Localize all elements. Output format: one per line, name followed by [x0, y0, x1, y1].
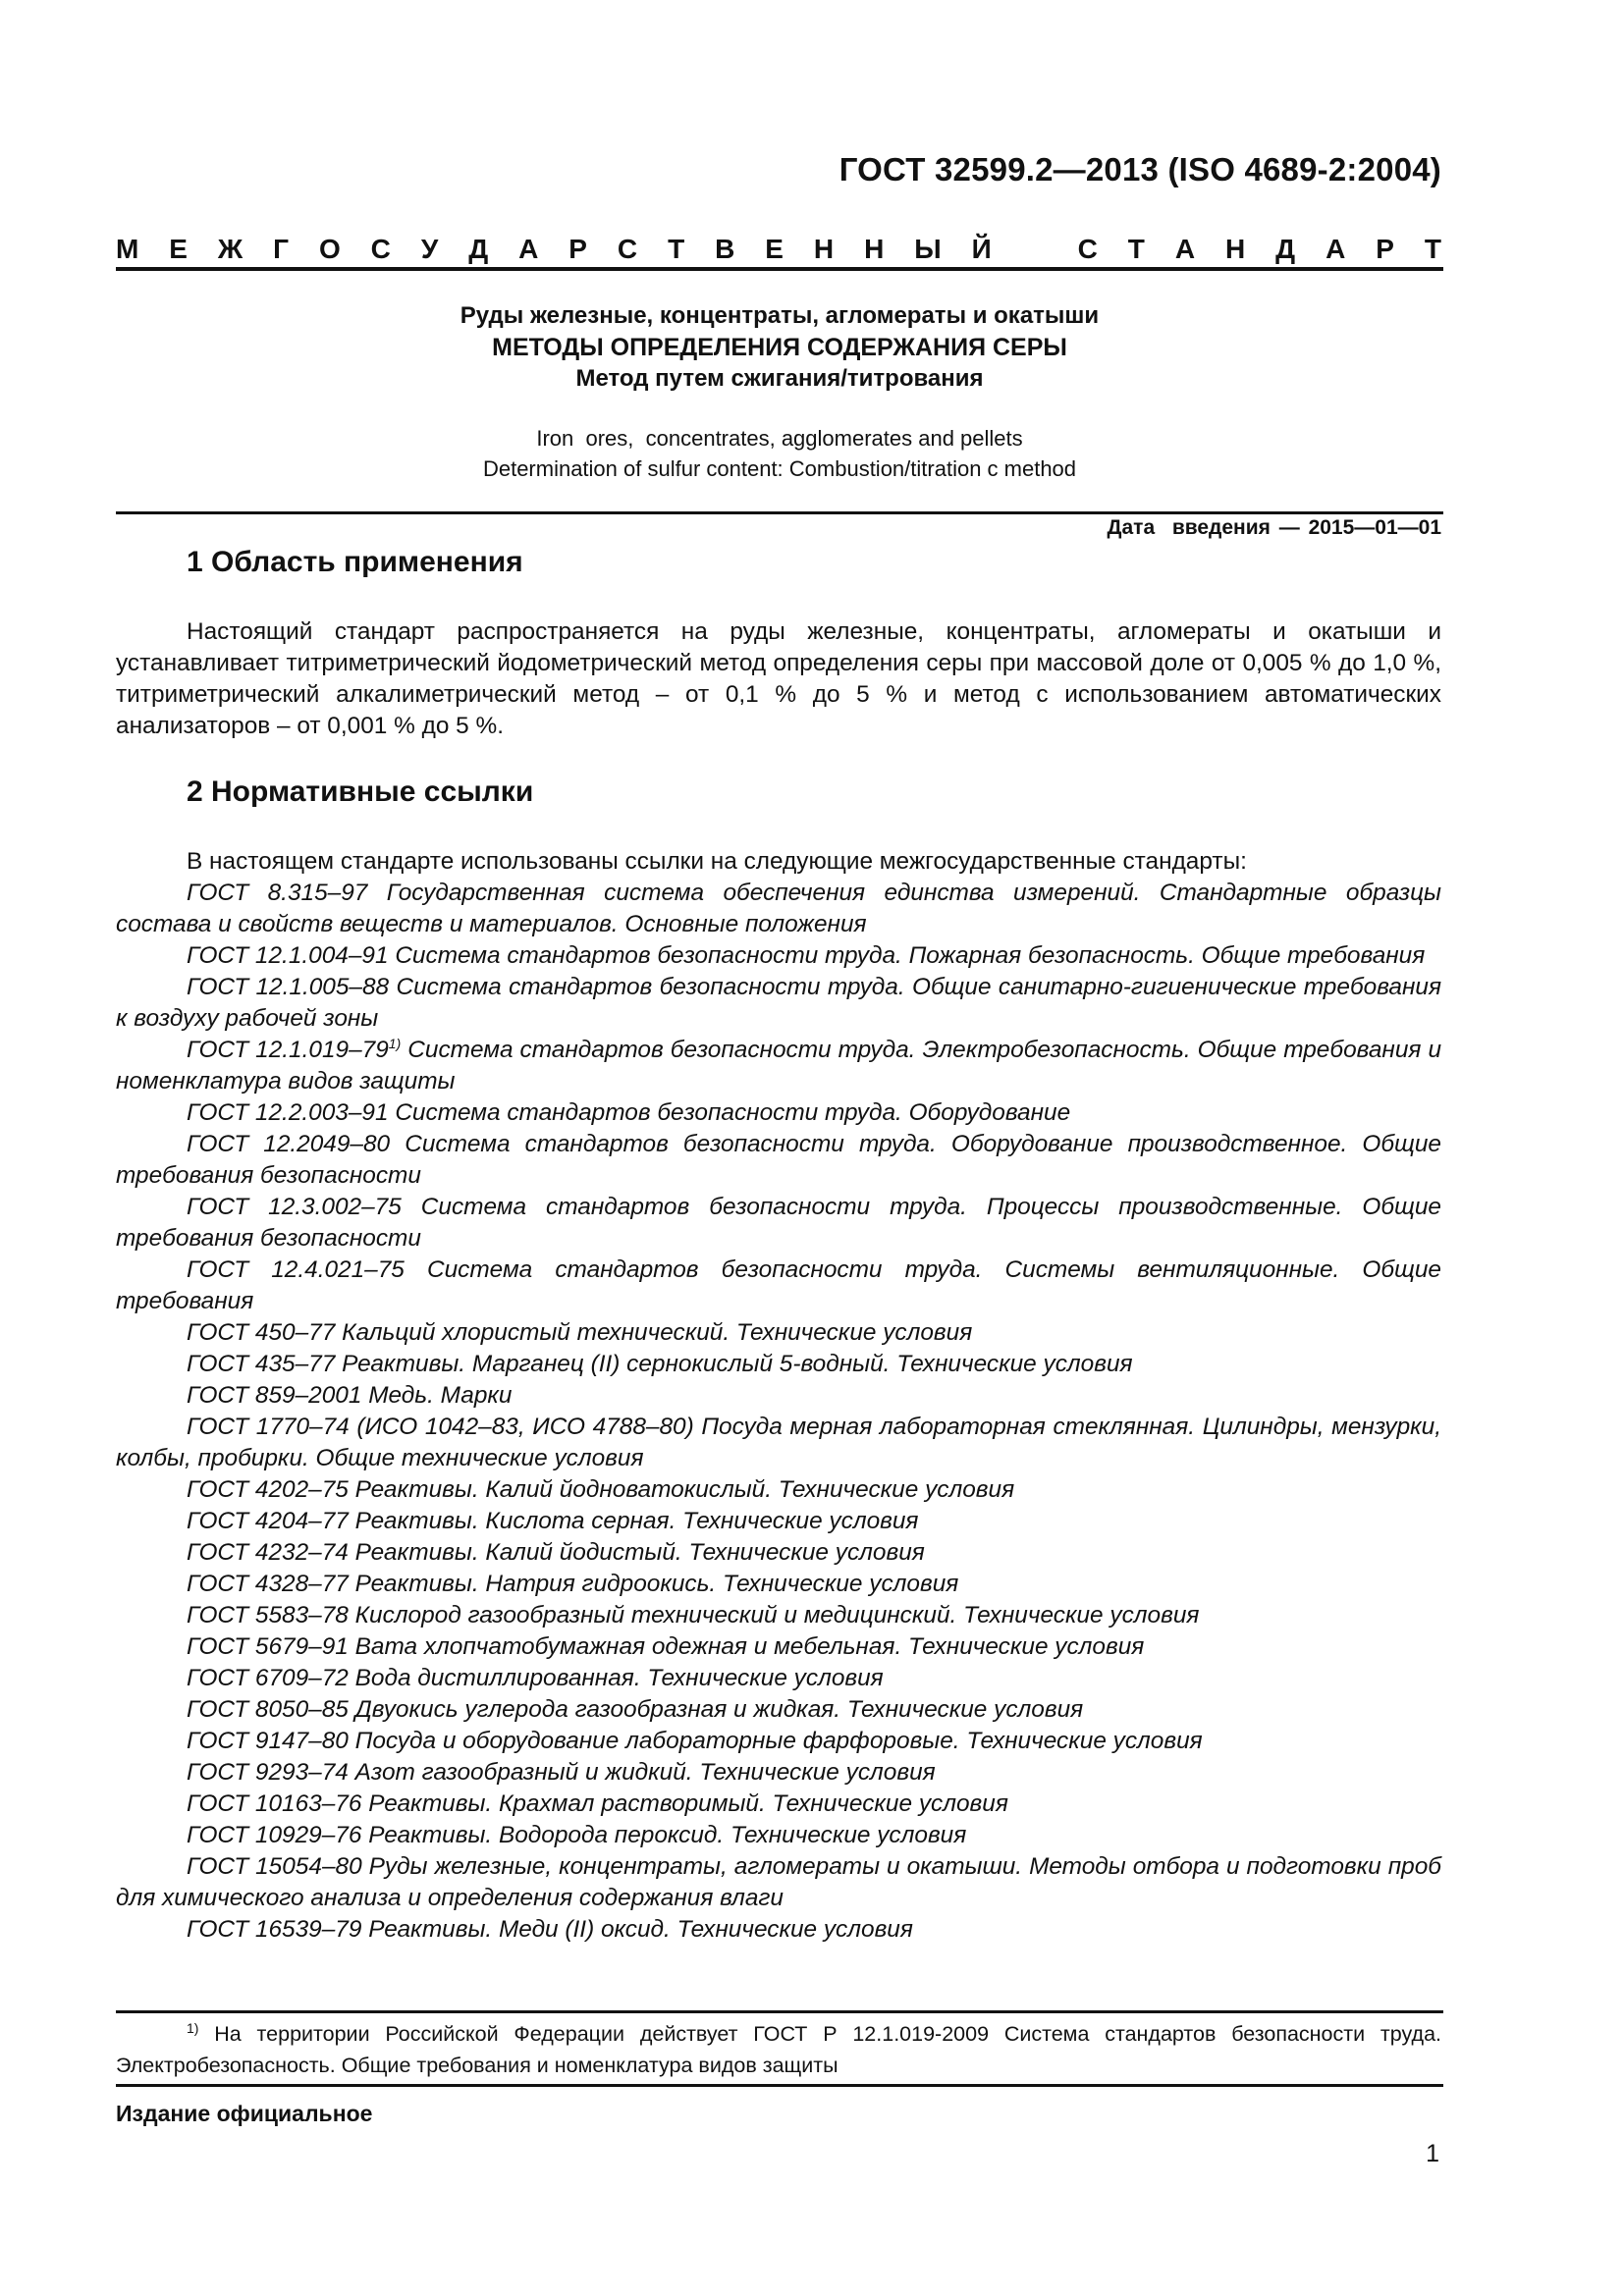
reference-item: ГОСТ 9293–74 Азот газообразный и жидкий. Технические условия — [187, 1759, 936, 1786]
banner-letter: А — [518, 234, 539, 264]
reference-code: ГОСТ 12.1.019–79 — [187, 1037, 389, 1063]
footnote-reference-marker: 1) — [388, 1036, 402, 1051]
scope-paragraph: Настоящий стандарт распространяется на руды железные, концентраты, агломераты и окатыши и устанавливает титриметрический йодометрический метод определения серы при массовой доле от 0,005 % до 1,0 %, титриметрический алкалиметрический метод – от 0,1 % до 5 % и метод с использованием автоматических анализаторов – от 0,001 % до 5 %. — [116, 618, 1441, 739]
banner-letter: Р — [1376, 234, 1394, 264]
reference-item: ГОСТ 4204–77 Реактивы. Кислота серная. Технические условия — [187, 1508, 919, 1534]
reference-item: ГОСТ 6709–72 Вода дистиллированная. Технические условия — [187, 1665, 884, 1691]
banner-letter: Д — [468, 234, 489, 264]
title-english-subject: Iron ores, concentrates, agglomerates and pellets — [536, 426, 1023, 451]
reference-item: ГОСТ 10929–76 Реактивы. Водорода пероксид. Технические условия — [187, 1822, 967, 1848]
reference-item: ГОСТ 9147–80 Посуда и оборудование лабораторные фарфоровые. Технические условия — [187, 1728, 1203, 1754]
reference-item: ГОСТ 859–2001 Медь. Марки — [187, 1382, 513, 1409]
reference-item: ГОСТ 5583–78 Кислород газообразный технический и медицинский. Технические условия — [187, 1602, 1200, 1629]
banner-letter: А — [1325, 234, 1346, 264]
header-rule — [116, 267, 1443, 271]
banner-letter: С — [617, 234, 638, 264]
reference-item — [116, 1035, 1441, 1097]
banner-letter: Н — [813, 234, 835, 264]
reference-item: ГОСТ 1770–74 (ИСО 1042–83, ИСО 4788–80) Посуда мерная лабораторная стеклянная. Цилиндры, мензурки, колбы, пробирки. Общие технические условия — [116, 1414, 1441, 1471]
banner-letter: В — [715, 234, 735, 264]
banner-letter: Е — [169, 234, 188, 264]
reference-item: ГОСТ 10163–76 Реактивы. Крахмал растворимый. Технические условия — [187, 1790, 1008, 1817]
title-english-method: Determination of sulfur content: Combustion/titration c method — [482, 456, 1077, 481]
footnote-marker: 1) — [187, 2020, 199, 2036]
reference-title: Система стандартов безопасности труда. Электробезопасность. Общие требования и номенклатура видов защиты — [116, 1037, 1442, 1095]
reference-item: ГОСТ 4328–77 Реактивы. Натрия гидроокись. Технические условия — [187, 1571, 959, 1597]
banner-letter: С — [1077, 234, 1098, 264]
reference-item: ГОСТ 5679–91 Вата хлопчатобумажная одежная и мебельная. Технические условия — [187, 1633, 1145, 1660]
section-1-heading: 1 Область применения — [187, 546, 523, 578]
banner-letter: Н — [1225, 234, 1246, 264]
banner-letter: С — [370, 234, 391, 264]
reference-item: ГОСТ 12.4.021–75 Система стандартов безопасности труда. Системы вентиляционные. Общие требования — [116, 1256, 1441, 1314]
page-number: 1 — [1426, 2140, 1439, 2167]
banner-letter: М — [116, 234, 139, 264]
reference-item: ГОСТ 12.2.003–91 Система стандартов безопасности труда. Оборудование — [187, 1099, 1071, 1126]
banner-letter: У — [420, 234, 439, 264]
banner-letter: Й — [971, 234, 992, 264]
reference-item: ГОСТ 8050–85 Двуокись углерода газообразная и жидкая. Технические условия — [187, 1696, 1084, 1723]
reference-item: ГОСТ 15054–80 Руды железные, концентраты, агломераты и окатыши. Методы отбора и подготовки проб для химического анализа и определения содержания влаги — [116, 1853, 1441, 1911]
banner-letter: Д — [1275, 234, 1296, 264]
reference-item: ГОСТ 4202–75 Реактивы. Калий йодноватокислый. Технические условия — [187, 1476, 1015, 1503]
banner-letter: Ы — [914, 234, 942, 264]
reference-item: ГОСТ 12.2049–80 Система стандартов безопасности труда. Оборудование производственное. Общие требования безопасности — [116, 1131, 1441, 1189]
banner-letter: Ж — [217, 234, 243, 264]
banner-letter: О — [318, 234, 341, 264]
normative-references-list — [116, 878, 1441, 1946]
title-method: Метод путем сжигания/титрования — [575, 365, 984, 392]
reference-item: ГОСТ 16539–79 Реактивы. Меди (II) оксид. Технические условия — [187, 1916, 913, 1943]
title-rule — [116, 511, 1443, 514]
banner-letter: Т — [668, 234, 685, 264]
banner-letter: Т — [1424, 234, 1441, 264]
footer-rule — [116, 2084, 1443, 2087]
footnote-text: На территории Российской Федерации действует ГОСТ Р 12.1.019-2009 Система стандартов безопасности труда. Электробезопасность. Общие требования и номенклатура видов защиты — [116, 2022, 1441, 2077]
banner-letter: Р — [568, 234, 587, 264]
banner-letter: А — [1174, 234, 1196, 264]
reference-item: ГОСТ 8.315–97 Государственная система обеспечения единства измерений. Стандартные образцы состава и свойств веществ и материалов. Основные положения — [116, 880, 1441, 937]
title-main: МЕТОДЫ ОПРЕДЕЛЕНИЯ СОДЕРЖАНИЯ СЕРЫ — [492, 334, 1067, 361]
reference-item: ГОСТ 4232–74 Реактивы. Калий йодистый. Технические условия — [187, 1539, 925, 1566]
reference-item: ГОСТ 12.1.004–91 Система стандартов безопасности труда. Пожарная безопасность. Общие требования — [187, 942, 1426, 969]
reference-item: ГОСТ 435–77 Реактивы. Марганец (II) сернокислый 5-водный. Технические условия — [187, 1351, 1133, 1377]
reference-item: ГОСТ 450–77 Кальций хлористый технический. Технические условия — [187, 1319, 973, 1346]
standard-type-banner — [116, 230, 1441, 269]
document-number: ГОСТ 32599.2—2013 (ISO 4689-2:2004) — [839, 151, 1441, 187]
title-subject: Руды железные, концентраты, агломераты и окатыши — [460, 302, 1100, 329]
references-intro: В настоящем стандарте использованы ссылки на следующие межгосударственные стандарты: — [187, 848, 1247, 875]
edition-label: Издание официальное — [116, 2101, 373, 2126]
reference-item: ГОСТ 12.1.005–88 Система стандартов безопасности труда. Общие санитарно-гигиенические требования к воздуху рабочей зоны — [116, 974, 1441, 1032]
section-2-intro — [116, 846, 1441, 878]
banner-letter: Н — [864, 234, 885, 264]
section-1-body — [116, 616, 1441, 742]
banner-letter: Е — [765, 234, 784, 264]
footnote-rule — [116, 2010, 1443, 2013]
section-2-heading: 2 Нормативные ссылки — [187, 775, 534, 808]
footnote — [116, 2018, 1441, 2081]
banner-letter: Т — [1127, 234, 1145, 264]
introduction-date: Дата введения — 2015—01—01 — [1107, 516, 1441, 539]
reference-item: ГОСТ 12.3.002–75 Система стандартов безопасности труда. Процессы производственные. Общие требования безопасности — [116, 1194, 1441, 1252]
banner-letter: Г — [273, 234, 290, 264]
